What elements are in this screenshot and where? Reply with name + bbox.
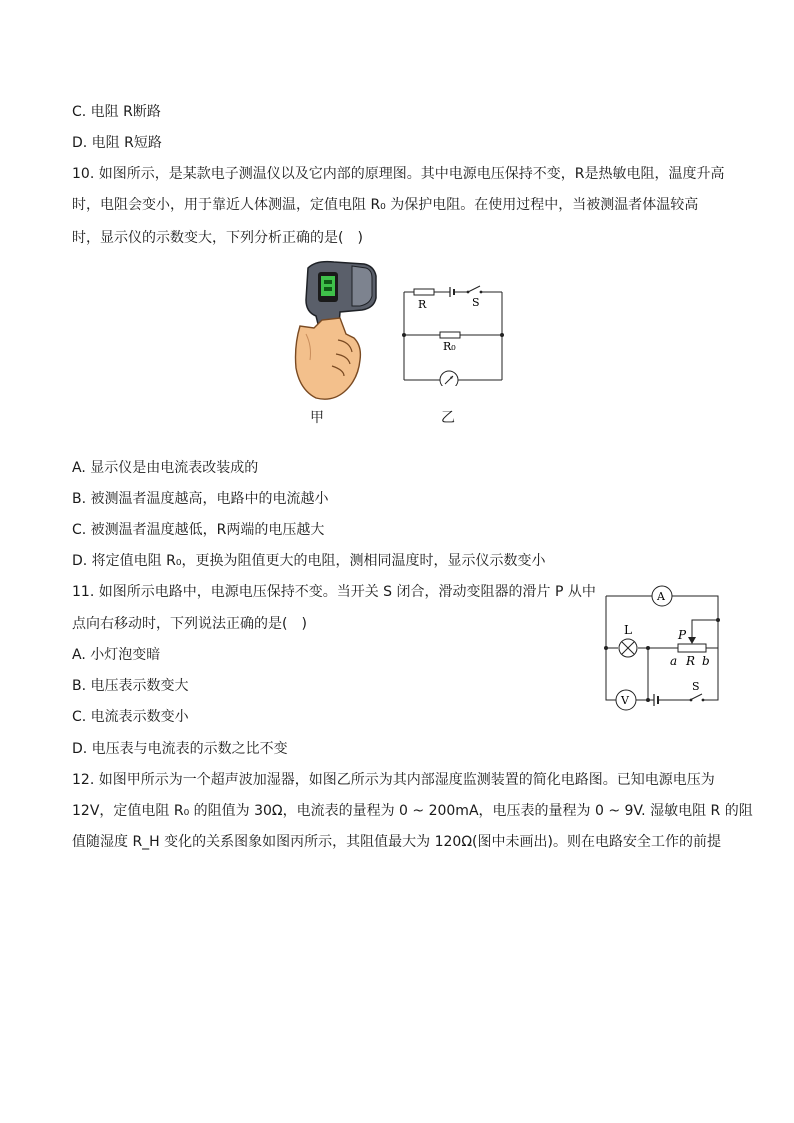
sliding-rheostat-circuit-diagram — [598, 584, 728, 712]
q10-stem-line1: 10. 如图所示，是某款电子测温仪以及它内部的原理图。其中电源电压保持不变，R是热敏电阻，温度升高 — [72, 166, 725, 182]
q11-option-d: D. 电压表与电流表的示数之比不变 — [72, 741, 288, 757]
figure-yi-label: 乙 — [441, 410, 455, 426]
voltmeter-label: V — [621, 694, 629, 707]
q11-option-c: C. 电流表示数变小 — [72, 709, 189, 725]
rheostat-end-a-label: a — [670, 654, 678, 668]
q11-option-b: B. 电压表示数变大 — [72, 678, 189, 694]
figure-jia-label: 甲 — [310, 410, 324, 426]
circuit-label-r: R — [418, 298, 427, 311]
q12-stem-line3: 值随湿度 R_H 变化的关系图象如图丙所示，其阻值最大为 120Ω(图中未画出)。则在电路安全工作的前提 — [72, 834, 721, 850]
q10-stem-line2: 时，电阻会变小，用于靠近人体测温，定值电阻 R₀ 为保护电阻。在使用过程中，当被测温者体温较高 — [72, 197, 699, 213]
q10-option-b: B. 被测温者温度越高，电路中的电流越小 — [72, 491, 329, 507]
q9-option-d: D. 电阻 R短路 — [72, 135, 162, 151]
q10-option-c: C. 被测温者温度越低，R两端的电压越大 — [72, 522, 325, 538]
circuit-label-r0: R₀ — [443, 340, 456, 353]
circuit-label-s: S — [472, 296, 480, 309]
lamp-label: L — [624, 623, 632, 637]
q11-stem-line1: 11. 如图所示电路中，电源电压保持不变。当开关 S 闭合，滑动变阻器的滑片 P 从中 — [72, 584, 596, 600]
q10-stem-line3: 时，显示仪的示数变大，下列分析正确的是( ) — [72, 230, 363, 246]
thermometer-circuit-diagram — [398, 284, 508, 386]
q12-stem-line2: 12V，定值电阻 R₀ 的阻值为 30Ω，电流表的量程为 0 ~ 200mA，电压表的量程为 0 ~ 9V. 湿敏电阻 R 的阻 — [72, 803, 753, 819]
slider-label: P — [678, 628, 687, 642]
q11-stem-line2: 点向右移动时，下列说法正确的是( ) — [72, 616, 307, 632]
q10-option-d: D. 将定值电阻 R₀，更换为阻值更大的电阻，测相同温度时，显示仪示数变小 — [72, 553, 546, 569]
rheostat-end-b-label: b — [702, 654, 710, 668]
ammeter-label: A — [657, 590, 665, 603]
q10-option-a: A. 显示仪是由电流表改装成的 — [72, 460, 259, 476]
rheostat-label: R — [686, 654, 696, 668]
thermometer-gun-illustration — [286, 256, 386, 406]
q11-option-a: A. 小灯泡变暗 — [72, 647, 161, 663]
q9-option-c: C. 电阻 R断路 — [72, 104, 161, 120]
switch-label: S — [692, 680, 700, 693]
q12-stem-line1: 12. 如图甲所示为一个超声波加湿器，如图乙所示为其内部湿度监测装置的简化电路图。已知电源电压为 — [72, 772, 715, 788]
